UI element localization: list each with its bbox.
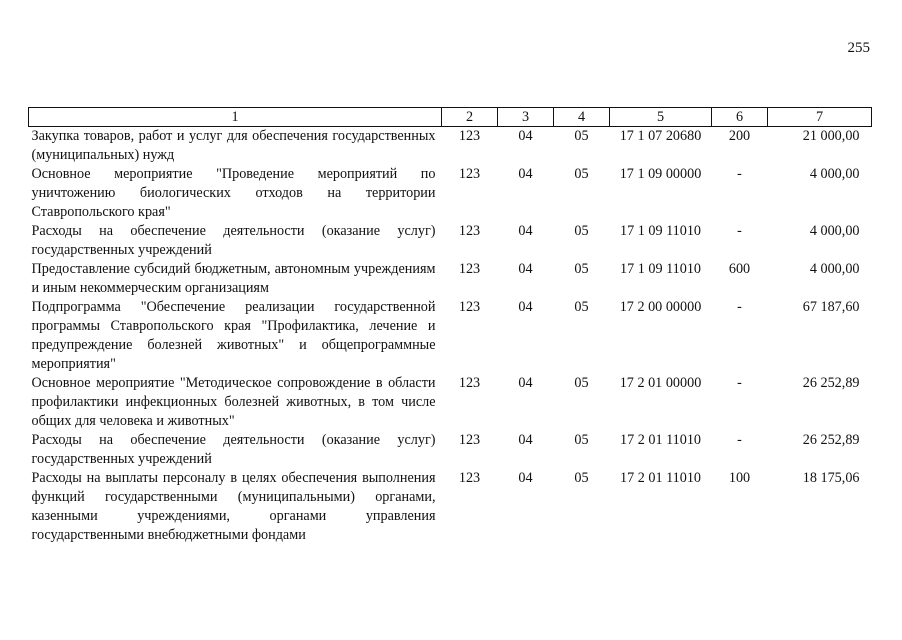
row-col-3: 04 [518,261,533,277]
header-col-1: 1 [29,108,442,127]
row-col-6: 100 [728,470,751,486]
row-col-5: 17 1 09 00000 [619,166,702,182]
row-col-5: 17 1 07 20680 [619,128,702,144]
row-col-3: 04 [518,375,533,391]
row-col-6: - [737,166,742,182]
row-col-3: 04 [518,299,533,315]
row-col-3: 04 [518,166,533,182]
row-col-4: 05 [574,375,589,391]
row-name: Расходы на обеспечение деятельности (оказание услуг) государственных учреждений [31,432,436,467]
row-col-7: 26 252,89 [802,375,860,391]
row-col-4: 05 [574,223,589,239]
table-row [29,298,872,374]
row-col-2: 123 [458,128,481,144]
row-col-7: 4 000,00 [809,223,860,239]
table-row [29,222,872,260]
row-name: Закупка товаров, работ и услуг для обеспечения государственных (муниципальных) нужд [31,128,436,163]
row-name: Расходы на обеспечение деятельности (оказание услуг) государственных учреждений [31,223,436,258]
row-col-2: 123 [458,261,481,277]
row-col-4: 05 [574,432,589,448]
header-col-2: 2 [442,108,498,127]
row-col-6: - [737,223,742,239]
row-col-7: 67 187,60 [802,299,860,315]
table-row [29,127,872,166]
row-col-5: 17 2 01 11010 [619,470,702,486]
header-col-5: 5 [610,108,712,127]
row-col-7: 26 252,89 [802,432,860,448]
page-number: 255 [847,40,870,56]
row-name: Основное мероприятие "Методическое сопровождение в области профилактики инфекционных болезней животных, в том числе общих для человека и животных" [31,375,436,429]
row-col-5: 17 1 09 11010 [619,223,702,239]
header-col-3: 3 [498,108,554,127]
row-col-2: 123 [458,166,481,182]
row-col-2: 123 [458,299,481,315]
budget-table [28,107,872,545]
row-name: Подпрограмма "Обеспечение реализации государственной программы Ставропольского края "Профилактика, лечение и предупреждение болезней животных" и общепрограммные мероприятия" [31,299,436,372]
row-col-7: 18 175,06 [802,470,860,486]
table-row [29,469,872,545]
header-row [29,108,872,127]
row-col-3: 04 [518,128,533,144]
row-col-2: 123 [458,470,481,486]
row-col-2: 123 [458,223,481,239]
row-col-6: - [737,432,742,448]
row-col-2: 123 [458,375,481,391]
row-col-3: 04 [518,470,533,486]
row-col-2: 123 [458,432,481,448]
row-col-4: 05 [574,299,589,315]
row-col-5: 17 1 09 11010 [619,261,702,277]
row-col-6: - [737,299,742,315]
table-row [29,374,872,431]
row-col-4: 05 [574,261,589,277]
row-col-4: 05 [574,128,589,144]
header-col-4: 4 [554,108,610,127]
row-col-5: 17 2 00 00000 [619,299,702,315]
row-col-5: 17 2 01 00000 [619,375,702,391]
table-row [29,431,872,469]
table-row [29,260,872,298]
row-col-5: 17 2 01 11010 [619,432,702,448]
row-col-4: 05 [574,470,589,486]
row-name: Предоставление субсидий бюджетным, автономным учреждениям и иным некоммерческим организациям [31,261,436,296]
header-col-6: 6 [712,108,768,127]
row-col-7: 21 000,00 [802,128,860,144]
row-col-3: 04 [518,432,533,448]
header-col-7: 7 [768,108,872,127]
table-row [29,165,872,222]
row-col-7: 4 000,00 [809,261,860,277]
row-col-4: 05 [574,166,589,182]
row-col-6: 600 [728,261,751,277]
row-col-6: 200 [728,128,751,144]
row-name: Основное мероприятие "Проведение мероприятий по уничтожению биологических отходов на территории Ставропольского края" [31,166,436,220]
row-col-7: 4 000,00 [809,166,860,182]
row-name: Расходы на выплаты персоналу в целях обеспечения выполнения функций государственными (муниципальными) органами, казенными учреждениями, органами управления государственными внебюджетными фондами [31,470,436,543]
row-col-3: 04 [518,223,533,239]
row-col-6: - [737,375,742,391]
